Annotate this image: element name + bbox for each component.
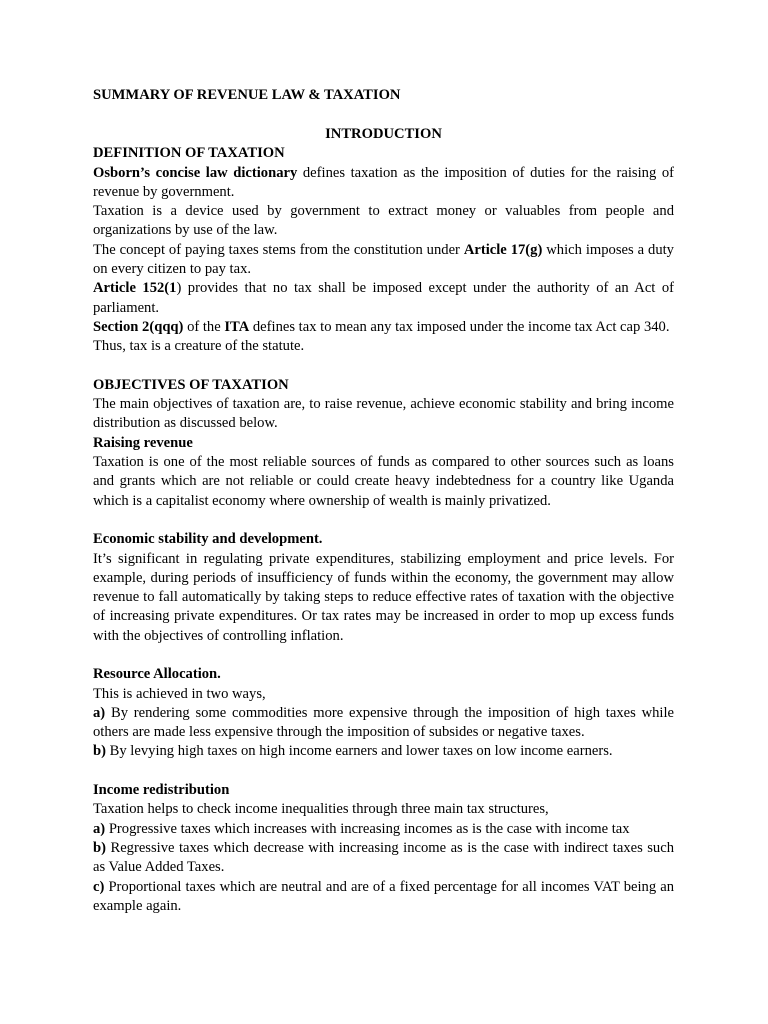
article-17g-reference: Article 17(g) — [463, 241, 543, 258]
resource-allocation-heading: Resource Allocation. — [93, 666, 221, 683]
income-redistribution-item-a: a) Progressive taxes which increases with increasing incomes as is the case with income tax — [93, 820, 630, 837]
osborn-reference: Osborn’s concise law dictionary — [93, 164, 298, 181]
raising-revenue-text: Taxation is one of the most reliable sources of funds as compared to other sources such as loans and grants which are not reliable or could create heavy indebtedness for a country like Uganda which is a capitalist economy where ownership of wealth is mainly privatized. — [93, 454, 674, 509]
article-152-reference: Article 152(1 — [93, 280, 177, 297]
definition-paragraph-4: Article 152(1) provides that no tax shall be imposed except under the authority of an Act of parliament. — [93, 280, 674, 316]
economic-stability-text: It’s significant in regulating private expenditures, stabilizing employment and price levels. For example, during periods of insufficiency of funds within the economy, the government may allow revenue to fall automatically by taking steps to reduce effective rates of taxation with the objective of increasing private expenditures. Or tax rates may be increased in order to mop up excess funds with the objectives of controlling inflation. — [93, 550, 674, 644]
income-redistribution-item-c: c) Proportional taxes which are neutral and are of a fixed percentage for all incomes VAT being an example again. — [93, 878, 674, 914]
definition-paragraph-5: Section 2(qqq) of the ITA defines tax to mean any tax imposed under the income tax Act cap 340. — [93, 318, 670, 335]
definition-heading: DEFINITION OF TAXATION — [93, 145, 285, 162]
definition-paragraph-3: The concept of paying taxes stems from the constitution under Article 17(g) which imposes a duty on every citizen to pay tax. — [93, 241, 674, 278]
income-redistribution-item-b: b) Regressive taxes which decrease with increasing income as is the case with indirect taxes such as Value Added Taxes. — [93, 839, 674, 876]
document-title: SUMMARY OF REVENUE LAW & TAXATION — [93, 87, 401, 103]
income-redistribution-heading: Income redistribution — [93, 782, 230, 799]
ita-reference: ITA — [224, 318, 250, 335]
section-2qqq-reference: Section 2(qqq) — [93, 318, 184, 335]
resource-allocation-item-a: a) By rendering some commodities more expensive through the imposition of high taxes while others are made less expensive through the imposition of subsides or negative taxes. — [93, 704, 674, 741]
introduction-heading: INTRODUCTION — [325, 125, 442, 142]
economic-stability-heading: Economic stability and development. — [93, 531, 323, 548]
definition-paragraph-2: Taxation is a device used by government to extract money or valuables from people and organizations by use of the law. — [93, 203, 674, 239]
objectives-intro: The main objectives of taxation are, to raise revenue, achieve economic stability and bring income distribution as discussed below. — [93, 396, 674, 432]
income-redistribution-intro: Taxation helps to check income inequalities through three main tax structures, — [93, 801, 549, 818]
definition-paragraph-6: Thus, tax is a creature of the statute. — [93, 338, 305, 355]
raising-revenue-heading: Raising revenue — [93, 434, 193, 451]
definition-paragraph-1: Osborn’s concise law dictionary defines taxation as the imposition of duties for the raising of revenue by government. — [93, 164, 674, 200]
resource-allocation-item-b: b) By levying high taxes on high income earners and lower taxes on low income earners. — [93, 743, 613, 760]
objectives-heading: OBJECTIVES OF TAXATION — [93, 376, 289, 393]
resource-allocation-intro: This is achieved in two ways, — [93, 685, 266, 702]
